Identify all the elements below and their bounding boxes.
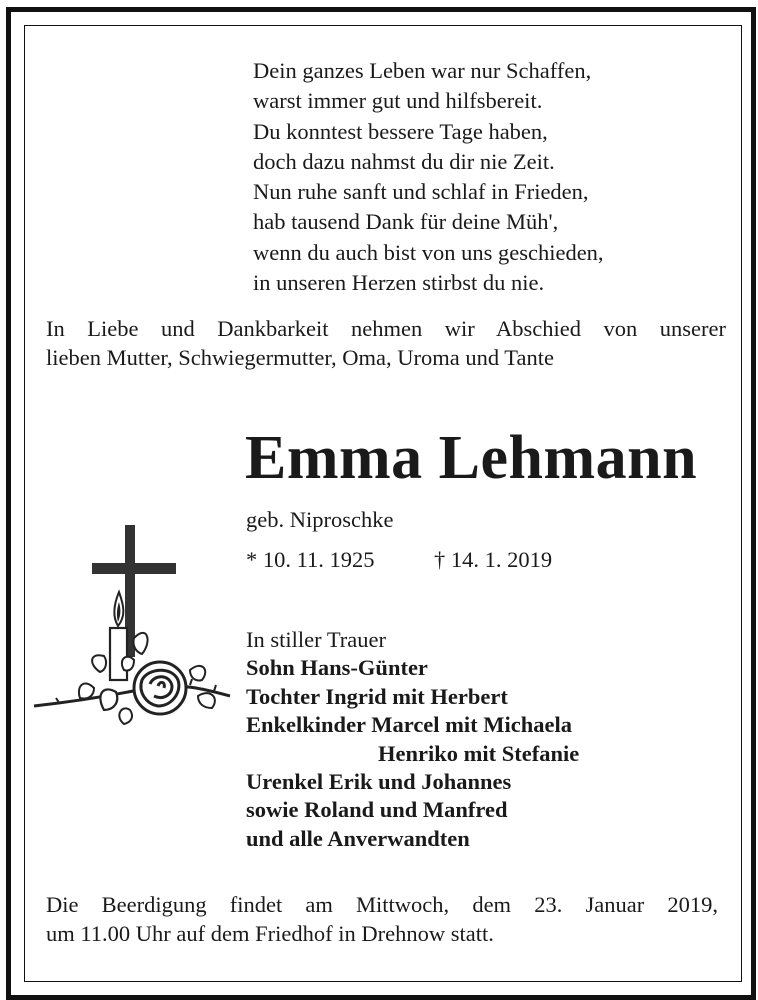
birth-name: geb. Niproschke: [246, 507, 394, 532]
funeral-notice: [46, 890, 718, 948]
cross-candle-rose-icon: [30, 520, 235, 725]
poem-line: Dein ganzes Leben war nur Schaffen,: [253, 58, 592, 83]
poem-line: doch dazu nahmst du dir nie Zeit.: [253, 148, 555, 174]
death-date: † 14. 1. 2019: [434, 547, 553, 572]
mourner-line: Enkelkinder Marcel mit Michaela: [246, 712, 573, 738]
mourner-line: Sohn Hans-Günter: [246, 655, 428, 681]
mourner-line: Henriko mit Stefanie: [378, 740, 580, 766]
mourning-heading: In stiller Trauer: [246, 627, 386, 652]
poem-line: Du konntest bessere Tage haben,: [253, 118, 548, 144]
poem-line: Nun ruhe sanft und schlaf in Frieden,: [253, 179, 589, 205]
poem: [253, 56, 604, 298]
mourner-line: und alle Anverwandten: [246, 825, 470, 851]
deceased-name: Emma Lehmann: [245, 424, 698, 492]
birth-date: * 10. 11. 1925: [246, 547, 375, 572]
mourner-line: sowie Roland und Manfred: [246, 797, 508, 823]
poem-line: warst immer gut und hilfsbereit.: [253, 88, 543, 114]
farewell-intro: [46, 314, 726, 372]
intro-line: lieben Mutter, Schwiegermutter, Oma, Uroma und Tante: [46, 345, 554, 370]
poem-line: in unseren Herzen stirbst du nie.: [253, 270, 545, 296]
intro-line: In Liebe und Dankbarkeit nehmen wir Abschied von unserer: [46, 316, 726, 341]
poem-line: hab tausend Dank für deine Müh',: [253, 209, 559, 235]
funeral-line: Die Beerdigung findet am Mittwoch, dem 23. Januar 2019,: [46, 892, 718, 917]
mourner-line: Urenkel Erik und Johannes: [246, 769, 512, 795]
mourner-line: Tochter Ingrid mit Herbert: [246, 683, 508, 709]
mourners-list: [246, 626, 579, 853]
poem-line: wenn du auch bist von uns geschieden,: [253, 239, 604, 265]
funeral-line: um 11.00 Uhr auf dem Friedhof in Drehnow statt.: [46, 921, 494, 946]
